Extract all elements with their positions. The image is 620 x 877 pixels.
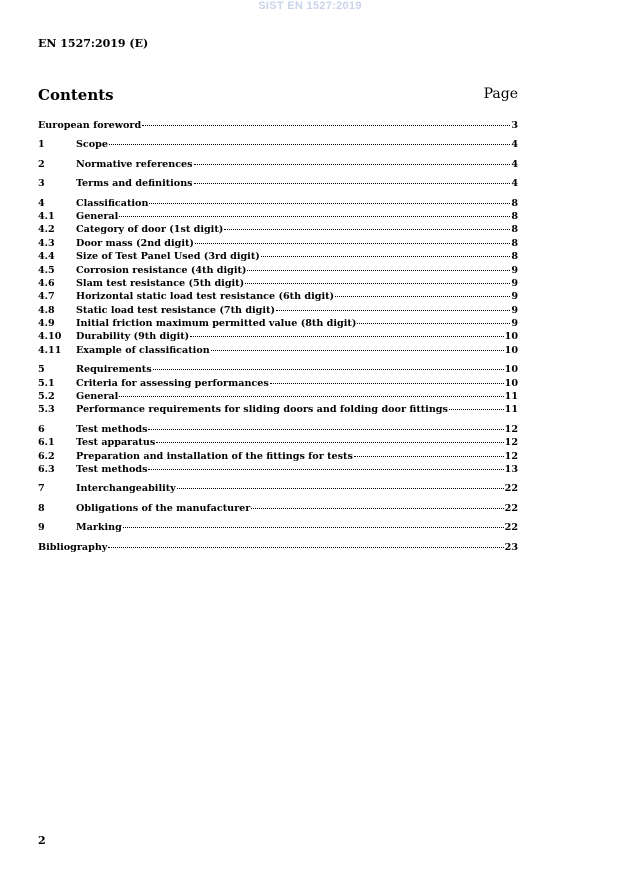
toc-entry[interactable] [38,450,518,463]
toc-entry-page: 10 [504,331,518,343]
toc-entry-page: 12 [504,437,518,449]
toc-entry-number: 4.11 [38,344,62,356]
watermark: SIST EN 1527:2019 [258,0,362,12]
toc-entry-page: 22 [504,483,518,495]
page-column-label: Page [483,86,518,102]
dot-leader [119,396,503,397]
table-of-contents [38,119,518,554]
toc-entry[interactable] [38,330,518,343]
toc-entry-title: Bibliography [38,541,108,553]
toc-entry-title: Durability (9th digit) [76,331,190,343]
document-id: EN 1527:2019 (E) [38,37,149,50]
toc-entry-title: General [76,210,119,222]
toc-entry-title: Door mass (2nd digit) [76,237,194,249]
toc-entry-title: Classification [76,197,149,209]
toc-entry-page: 8 [511,237,518,249]
toc-entry[interactable] [38,264,518,277]
toc-entry-number: 5.2 [38,391,55,403]
toc-entry[interactable] [38,344,518,357]
toc-entry-number: 5.3 [38,404,55,416]
toc-entry-title: Requirements [76,364,152,376]
toc-entry-title: Scope [76,139,108,151]
dot-leader [224,229,510,230]
toc-entry-number: 4.3 [38,237,55,249]
dot-leader [177,488,504,489]
toc-entry-page: 8 [511,210,518,222]
toc-entry-page: 9 [511,318,518,330]
dot-leader [261,256,511,257]
toc-entry-title: European foreword [38,120,142,131]
toc-entry[interactable] [38,423,518,436]
dot-leader [270,383,504,384]
toc-entry-title: Initial friction maximum permitted value (8th digit) [76,318,357,330]
toc-entry-number: 1 [38,139,45,151]
toc-entry-title: Static load test resistance (7th digit) [76,304,276,316]
dot-leader [148,429,503,430]
toc-entry-number: 4.5 [38,264,55,276]
toc-entry-number: 6.3 [38,463,55,475]
toc-entry-number: 6 [38,423,45,435]
toc-entry-page: 22 [504,502,518,514]
toc-entry[interactable] [38,210,518,223]
toc-entry-title: Size of Test Panel Used (3rd digit) [76,251,260,263]
toc-entry-title: Performance requirements for sliding doors and folding door fittings [76,404,448,416]
dot-leader [335,296,510,297]
dot-leader [148,469,503,470]
toc-entry[interactable] [38,250,518,263]
toc-entry-page: 4 [511,139,518,151]
dot-leader [247,270,510,271]
toc-entry-title: Terms and definitions [76,178,193,190]
toc-entry-title: Test methods [76,423,148,435]
toc-entry-title: Corrosion resistance (4th digit) [76,264,247,276]
toc-entry-number: 4.6 [38,277,55,289]
toc-entry-number: 5 [38,364,45,376]
dot-leader [251,508,503,509]
toc-entry[interactable] [38,304,518,317]
toc-entry[interactable] [38,403,518,416]
toc-entry-page: 3 [511,120,518,131]
dot-leader [153,369,504,370]
toc-entry[interactable] [38,521,518,534]
toc-entry[interactable] [38,223,518,236]
toc-entry[interactable] [38,390,518,403]
toc-entry-number: 4 [38,197,45,209]
toc-entry-page: 11 [504,404,518,416]
toc-entry-page: 8 [511,251,518,263]
toc-entry-page: 8 [511,197,518,209]
toc-entry-number: 6.1 [38,437,55,449]
dot-leader [119,216,510,217]
toc-entry-number: 5.1 [38,377,55,389]
toc-entry-title: General [76,391,119,403]
toc-entry-title: Normative references [76,158,193,170]
toc-entry-page: 10 [504,364,518,376]
toc-entry[interactable] [38,541,518,554]
toc-entry[interactable] [38,482,518,495]
toc-entry-number: 8 [38,502,45,514]
toc-entry-page: 9 [511,291,518,303]
dot-leader [195,243,510,244]
toc-entry-title: Category of door (1st digit) [76,224,224,236]
toc-entry[interactable] [38,502,518,515]
toc-entry-page: 13 [504,463,518,475]
toc-entry[interactable] [38,317,518,330]
dot-leader [245,283,510,284]
dot-leader [194,183,511,184]
dot-leader [276,310,510,311]
toc-entry[interactable] [38,177,518,190]
toc-entry-page: 4 [511,178,518,190]
dot-leader [149,203,510,204]
toc-entry-number: 7 [38,483,45,495]
toc-entry-page: 22 [504,522,518,534]
dot-leader [156,442,503,443]
toc-entry-page: 9 [511,277,518,289]
toc-entry[interactable] [38,277,518,290]
toc-entry-page: 10 [504,377,518,389]
toc-entry-title: Interchangeability [76,483,176,495]
toc-entry-title: Test apparatus [76,437,156,449]
toc-entry-page: 11 [504,391,518,403]
toc-entry[interactable] [38,463,518,476]
toc-entry-page: 9 [511,264,518,276]
dot-leader [354,456,504,457]
dot-leader [108,547,503,548]
toc-entry[interactable] [38,377,518,390]
toc-entry-number: 4.7 [38,291,55,303]
toc-entry-page: 4 [511,158,518,170]
toc-entry-number: 4.10 [38,331,62,343]
toc-entry-number: 4.8 [38,304,55,316]
toc-entry[interactable] [38,237,518,250]
toc-entry-page: 12 [504,423,518,435]
dot-leader [190,336,503,337]
toc-entry-title: Horizontal static load test resistance (6th digit) [76,291,335,303]
dot-leader [123,527,504,528]
toc-entry-title: Example of classification [76,344,210,356]
toc-entry-number: 6.2 [38,450,55,462]
toc-entry-page: 9 [511,304,518,316]
dot-leader [194,164,511,165]
dot-leader [142,125,510,126]
toc-entry[interactable] [38,290,518,303]
toc-entry-title: Test methods [76,463,148,475]
toc-entry-number: 2 [38,158,45,170]
toc-entry-number: 9 [38,522,45,534]
toc-entry-title: Marking [76,522,122,534]
toc-entry[interactable] [38,119,518,132]
toc-entry-title: Obligations of the manufacturer [76,502,251,514]
dot-leader [449,409,504,410]
toc-entry-number: 4.4 [38,251,55,263]
toc-entry-page: 8 [511,224,518,236]
toc-entry-page: 10 [504,344,518,356]
toc-entry[interactable] [38,363,518,376]
toc-entry[interactable] [38,158,518,171]
toc-entry-page: 12 [504,450,518,462]
dot-leader [211,350,504,351]
toc-entry-title: Slam test resistance (5th digit) [76,277,245,289]
toc-entry-title: Preparation and installation of the fittings for tests [76,450,353,462]
toc-entry[interactable] [38,436,518,449]
toc-entry-page: 23 [504,541,518,553]
contents-heading: Contents [38,86,114,104]
toc-entry[interactable] [38,138,518,151]
toc-entry-number: 3 [38,178,45,190]
dot-leader [109,144,510,145]
toc-entry-number: 4.1 [38,210,55,222]
toc-entry-number: 4.2 [38,224,55,236]
toc-entry[interactable] [38,197,518,210]
toc-entry-number: 4.9 [38,318,55,330]
dot-leader [357,323,510,324]
page-number: 2 [38,834,46,847]
toc-entry-title: Criteria for assessing performances [76,377,269,389]
